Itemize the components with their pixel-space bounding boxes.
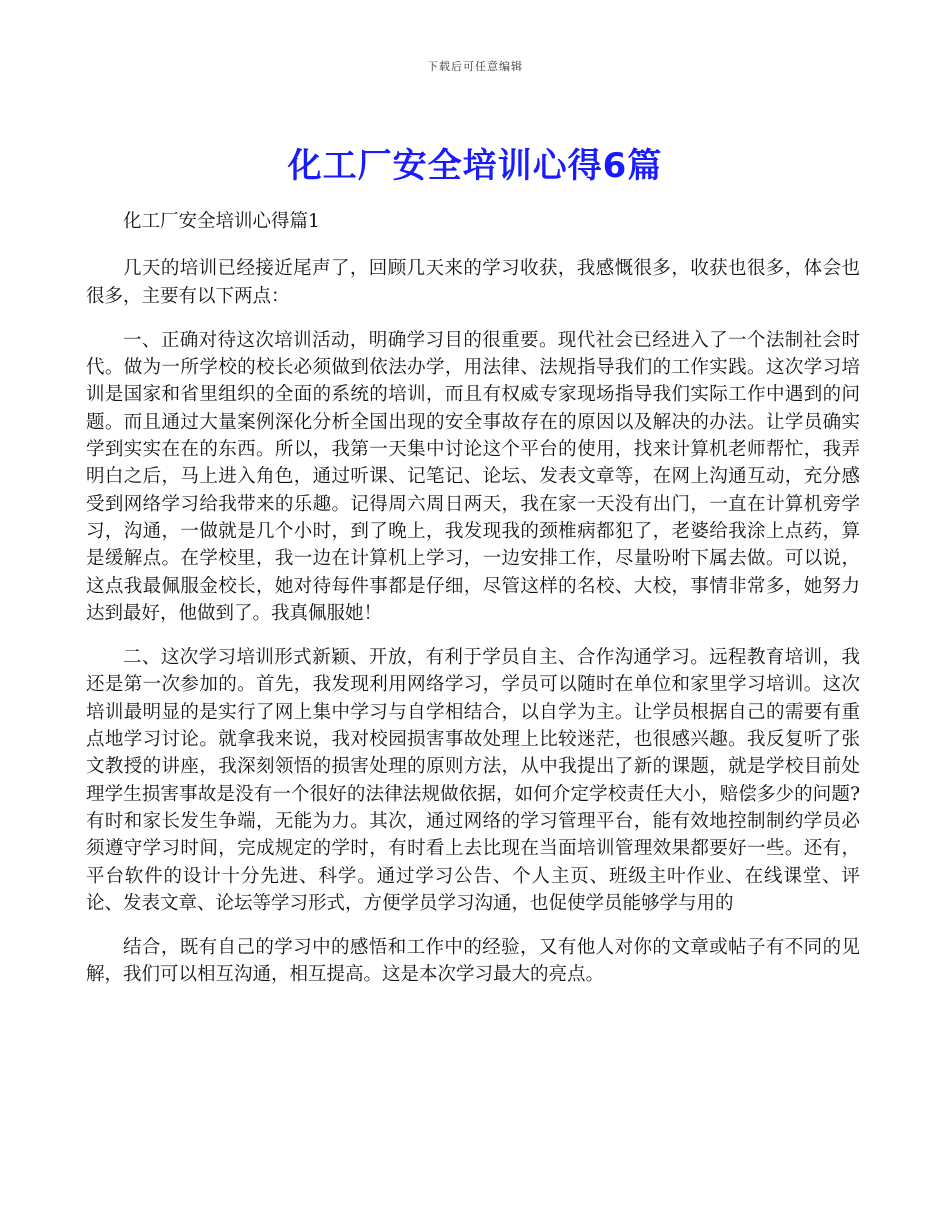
paragraph-intro: 几天的培训已经接近尾声了，回顾几天来的学习收获，我感慨很多，收获也很多，体会也很多，主要有以下两点： — [86, 258, 860, 307]
paragraph-conclusion: 结合，既有自己的学习中的感悟和工作中的经验，又有他人对你的文章或帖子有不同的见解，我们可以相互沟通，相互提高。这是本次学习最大的亮点。 — [86, 937, 860, 986]
section-label: 化工厂安全培训心得篇1 — [123, 211, 320, 232]
paragraph-point-two: 二、这次学习培训形式新颖、开放，有利于学员自主、合作沟通学习。远程教育培训，我还是第一次参加的。首先，我发现利用网络学习，学员可以随时在单位和家里学习培训。这次培训最明显的是实行了网上集中学习与自学相结合，以自学为主。让学员根据自己的需要有重点地学习讨论。就拿我来说，我对校园损害事故处理上比较迷茫，也很感兴趣。我反复听了张文教授的讲座，我深刻领悟的损害处理的原则方法，从中我提出了新的课题，就是学校目前处理学生损害事故是没有一个很好的法律法规做依据，如何介定学校责任大小，赔偿多少的问题?有时和家长发生争端，无能为力。其次，通过网络的学习管理平台，能有效地控制制约学员必须遵守学习时间，完成规定的学时，有时看上去比现在当面培训管理效果都要好一些。还有，平台软件的设计十分先进、科学。通过学习公告、个人主页、班级主叶作业、在线课堂、评论、发表文章、论坛等学习形式，方便学员学习沟通，也促使学员能够学与用的 — [86, 647, 860, 914]
document-body — [86, 208, 860, 989]
paragraph-point-one: 一、正确对待这次培训活动，明确学习目的很重要。现代社会已经进入了一个法制社会时代。做为一所学校的校长必须做到依法办学，用法律、法规指导我们的工作实践。这次学习培训是国家和省里组织的全面的系统的培训，而且有权威专家现场指导我们实际工作中遇到的问题。而且通过大量案例深化分析全国出现的安全事故存在的原因以及解决的办法。让学员确实学到实实在在的东西。所以，我第一天集中讨论这个平台的使用，找来计算机老师帮忙，我弄明白之后，马上进入角色，通过听课、记笔记、论坛、发表文章等，在网上沟通互动，充分感受到网络学习给我带来的乐趣。记得周六周日两天，我在家一天没有出门，一直在计算机旁学习，沟通，一做就是几个小时，到了晚上，我发现我的颈椎病都犯了，老婆给我涂上点药，算是缓解点。在学校里，我一边在计算机上学习，一边安排工作，尽量吩咐下属去做。可以说，这点我最佩服金校长，她对待每件事都是仔细，尽管这样的名校、大校，事情非常多，她努力达到最好，他做到了。我真佩服她！ — [86, 329, 860, 624]
document-title: 化工厂安全培训心得6篇 — [287, 146, 663, 186]
header-note: 下载后可任意编辑 — [427, 60, 523, 73]
